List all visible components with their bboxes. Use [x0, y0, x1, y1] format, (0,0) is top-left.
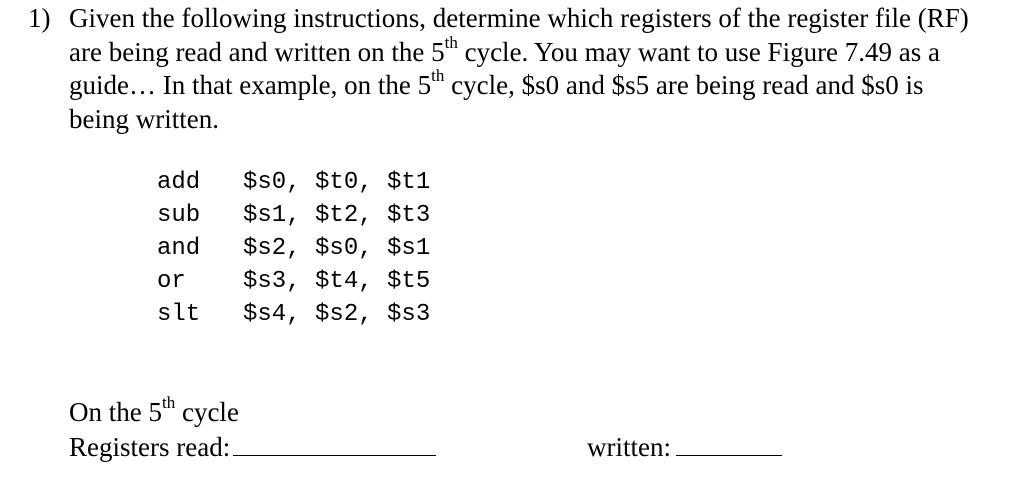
instruction-row — [157, 199, 430, 232]
cycle-heading-suffix: cycle — [175, 397, 239, 427]
instruction-opcode: or — [157, 268, 186, 295]
instruction-operands: $s1, $t2, $t3 — [243, 202, 431, 229]
question-superscript-1: th — [444, 32, 458, 52]
written-label: written: — [587, 432, 671, 462]
question-text-part1: Given the following instructions, determine which registers of the register file (RF) are being read and written on the 5 — [69, 3, 969, 67]
written-group — [587, 429, 782, 464]
instruction-opcode: and — [157, 235, 201, 262]
question-text — [69, 2, 989, 136]
written-blank[interactable] — [676, 429, 782, 456]
instruction-operands: $s2, $s0, $s1 — [243, 235, 431, 262]
registers-read-blank[interactable] — [233, 429, 436, 456]
instruction-row — [157, 232, 430, 265]
cycle-heading — [69, 395, 1009, 429]
question-text-part3: cycle, $s0 and $s5 are being read and $s0 is being written. — [69, 70, 924, 134]
instruction-row — [157, 166, 430, 199]
instruction-operands: $s4, $s2, $s3 — [243, 301, 431, 328]
question-number: 1) — [28, 3, 51, 33]
cycle-heading-superscript: th — [161, 393, 176, 412]
instruction-row — [157, 298, 430, 331]
instruction-opcode: sub — [157, 202, 201, 229]
cycle-heading-prefix: On the 5 — [69, 397, 162, 427]
question-text-part2: cycle. You may want to use Figure 7.49 as a guide… In that example, on the 5 — [69, 36, 941, 100]
instruction-opcode: add — [157, 169, 201, 196]
answer-section — [69, 395, 1009, 463]
answer-fields-row — [69, 429, 1009, 463]
instruction-row — [157, 265, 430, 298]
registers-read-label: Registers read: — [69, 432, 231, 462]
question-superscript-2: th — [431, 66, 445, 85]
instruction-operands: $s3, $t4, $t5 — [243, 268, 431, 295]
instruction-opcode: slt — [157, 301, 201, 328]
instruction-operands: $s0, $t0, $t1 — [243, 169, 431, 196]
instruction-listing — [157, 166, 430, 331]
